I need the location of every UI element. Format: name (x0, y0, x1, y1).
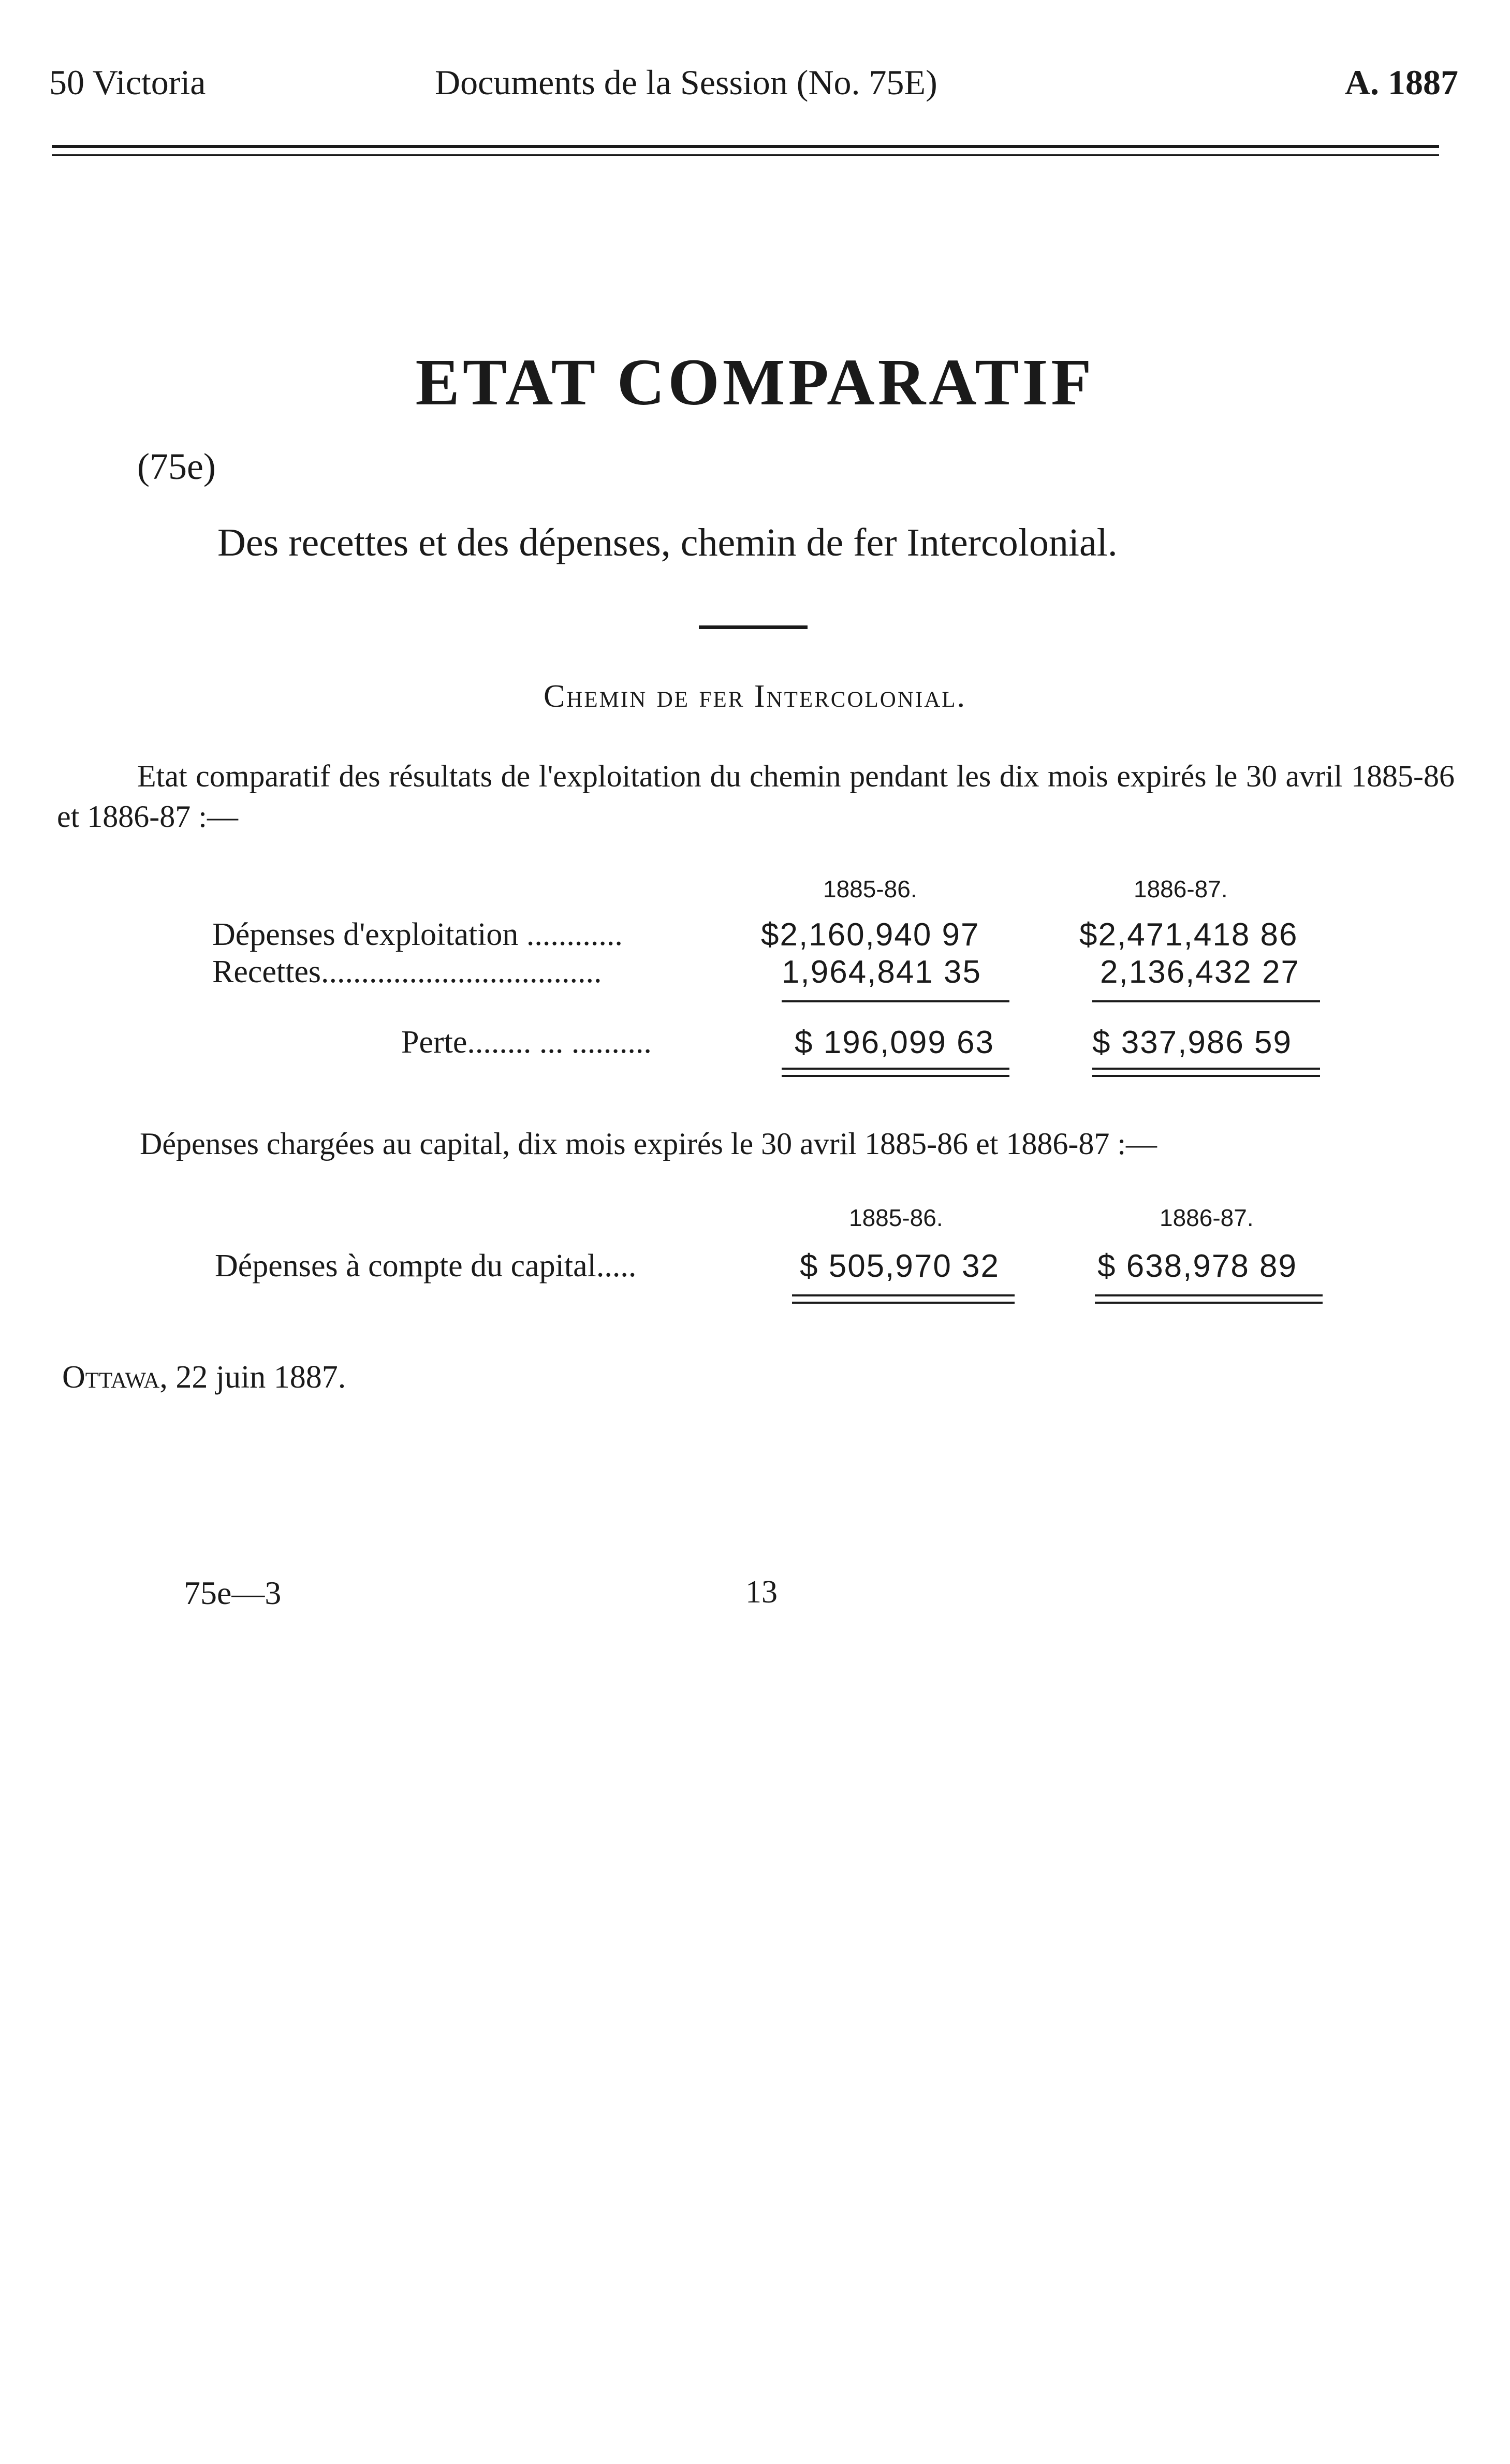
subtotal-rule-1886 (1092, 1000, 1320, 1002)
subtotal-rule-1885 (782, 1000, 1009, 1002)
row-label-recettes: Recettes................................... (212, 954, 602, 989)
place-name: Ottawa, (62, 1360, 168, 1395)
total-rule-1885-b (782, 1075, 1009, 1077)
table2-col-header-1885: 1885-86. (849, 1204, 943, 1231)
row-label-depenses: Dépenses d'exploitation ............ (212, 917, 623, 952)
header-left: 50 Victoria (49, 63, 206, 102)
place-date-line (62, 1359, 346, 1396)
header-right: A. 1887 (1344, 63, 1458, 102)
capital-rule-1885-b (792, 1302, 1015, 1304)
total-rule-1885-a (782, 1068, 1009, 1070)
signature-code: 75e—3 (184, 1574, 282, 1611)
cell-depenses-1886: $2,471,418 86 (1079, 917, 1298, 953)
table1-col-header-1885: 1885-86. (823, 876, 917, 902)
cell-depenses-1885: $2,160,940 97 (761, 917, 980, 953)
table2-col-header-1886: 1886-87. (1160, 1204, 1254, 1231)
total-rule-1886-a (1092, 1068, 1320, 1070)
header-rule-thin (52, 154, 1439, 156)
document-title: ETAT COMPARATIF (415, 345, 1095, 419)
date: 22 juin 1887. (175, 1360, 346, 1395)
header-rule-thick (52, 145, 1439, 148)
header-center: Documents de la Session (No. 75E) (435, 63, 937, 102)
capital-rule-1886-a (1095, 1294, 1323, 1296)
cell-recettes-1885: 1,964,841 35 (782, 954, 982, 990)
total-rule-1886-b (1092, 1075, 1320, 1077)
capital-paragraph: Dépenses chargées au capital, dix mois expirés le 30 avril 1885-86 et 1886-87 :— (140, 1127, 1157, 1161)
cell-perte-1885: $ 196,099 63 (795, 1025, 995, 1060)
document-number: (75e) (137, 446, 216, 487)
page-number: 13 (745, 1574, 778, 1610)
cell-perte-1886: $ 337,986 59 (1092, 1025, 1293, 1060)
section-divider (699, 625, 808, 629)
intro-paragraph: Etat comparatif des résultats de l'exploitation du chemin pendant les dix mois expirés le 30 avril 1885-86 et 1886-87 :— (57, 759, 1455, 834)
capital-rule-1885-a (792, 1294, 1015, 1296)
cell-capital-1885: $ 505,970 32 (800, 1248, 1000, 1284)
table1-col-header-1886: 1886-87. (1134, 876, 1228, 902)
section-heading: Chemin de fer Intercolonial. (543, 679, 967, 714)
document-subtitle: Des recettes et des dépenses, chemin de fer Intercolonial. (217, 521, 1118, 564)
row-label-perte: Perte........ ... .......... (401, 1025, 652, 1060)
cell-recettes-1886: 2,136,432 27 (1100, 954, 1300, 990)
row-label-capital: Dépenses à compte du capital..... (215, 1248, 637, 1284)
capital-rule-1886-b (1095, 1302, 1323, 1304)
cell-capital-1886: $ 638,978 89 (1097, 1248, 1298, 1284)
